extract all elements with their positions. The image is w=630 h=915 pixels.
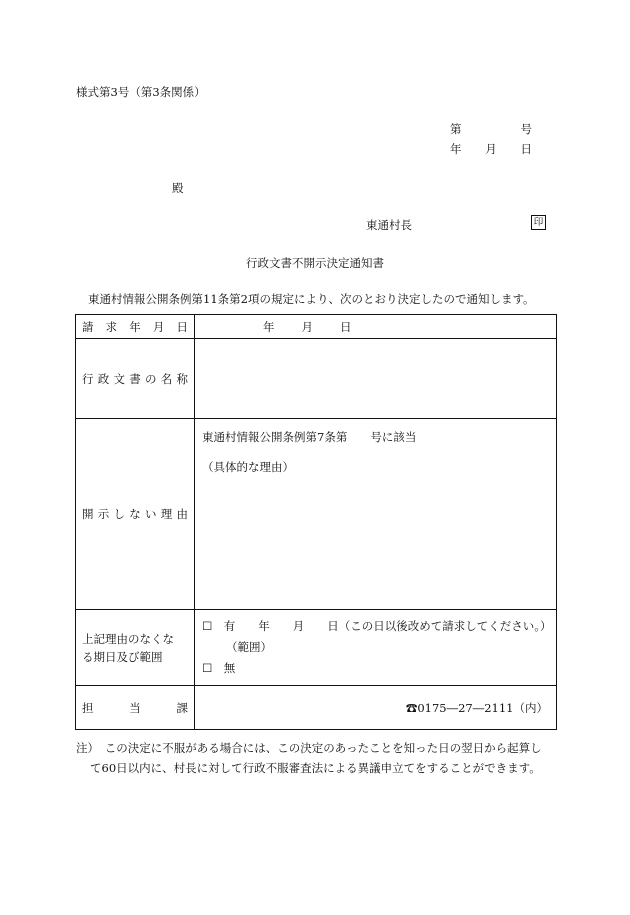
- request-date-month: 月: [301, 319, 313, 334]
- document-date-year: 年: [450, 142, 462, 156]
- document-date-day: 日: [520, 142, 532, 156]
- expiry-range-label: （範囲）: [226, 640, 272, 654]
- label-contact: 担 当 課: [76, 686, 195, 730]
- issuer-name: 東通村長: [366, 218, 412, 232]
- row-reason: [76, 419, 557, 610]
- addressee-suffix: 殿: [172, 181, 184, 195]
- note-line-1: 注） この決定に不服がある場合には、この決定のあったことを知った日の翌日から起算し: [76, 741, 542, 755]
- document-title: 行政文書不開示決定通知書: [246, 256, 384, 270]
- label-document-name: 行 政 文 書 の 名 称: [76, 339, 195, 419]
- document-number-dai: 第: [450, 122, 462, 136]
- document-date-month: 月: [485, 142, 497, 156]
- expiry-option-no[interactable]: ☐ 無: [202, 661, 236, 675]
- request-date-day: 日: [340, 319, 352, 334]
- document-number: [450, 121, 532, 137]
- document-number-go: 号: [520, 122, 532, 136]
- note-line-2: て60日以内に、村長に対して行政不服審査法による異議申立てをすることができます。: [90, 761, 541, 775]
- form-number: 様式第3号（第3条関係）: [76, 85, 206, 99]
- label-request-date: 請 求 年 月 日: [76, 315, 195, 339]
- reason-specific-label: （具体的な理由）: [202, 460, 294, 474]
- row-expiry: [76, 610, 557, 686]
- expiry-field: [195, 610, 557, 686]
- contact-phone: ☎0175―27―2111（内）: [195, 686, 557, 730]
- expiry-option-yes[interactable]: ☐ 有 年 月 日（この日以後改めて請求してください。）: [202, 619, 552, 633]
- document-name-field[interactable]: [195, 339, 557, 419]
- row-document-name: [76, 339, 557, 419]
- notice-form-table: [75, 314, 557, 730]
- intro-text: 東通村情報公開条例第11条第2項の規定により、次のとおり決定したので通知します。: [88, 292, 535, 306]
- label-expiry: 上記理由のなくな る期日及び範囲: [76, 610, 195, 686]
- reason-field[interactable]: [195, 419, 557, 610]
- seal-icon: 印: [531, 215, 546, 230]
- row-request-date: [76, 315, 557, 339]
- reason-article-text: 東通村情報公開条例第7条第 号に該当: [202, 430, 417, 444]
- row-contact: [76, 686, 557, 730]
- request-date-year: 年: [263, 319, 275, 334]
- request-date-field[interactable]: [195, 315, 557, 339]
- document-date: [450, 141, 532, 157]
- label-reason: 開 示 し な い 理 由: [76, 419, 195, 610]
